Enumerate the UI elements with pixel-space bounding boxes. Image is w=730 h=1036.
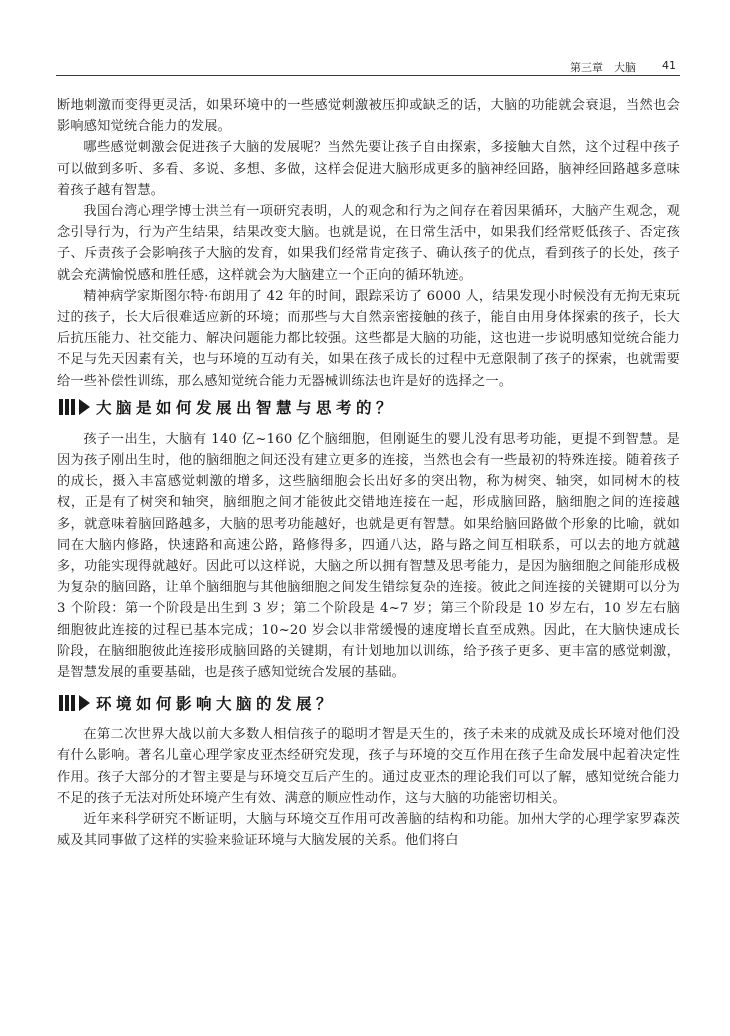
page-number: 41 [662,59,676,72]
heading-bars-icon [59,695,77,711]
section-heading-environment [57,689,680,716]
section-title: 大脑是如何发展出智慧与思考的？ [96,399,397,418]
page-header [0,50,730,76]
paragraph: 近年来科学研究不断证明，大脑与环境交互作用可改善脑的结构和功能。加州大学的心理学家罗森茨威及其同事做了这样的实验来验证环境与大脑发展的关系。他们将白 [57,812,680,849]
play-triangle-icon [79,399,90,415]
section-title: 环境如何影响大脑的发展？ [96,694,337,713]
section-heading-brain-wisdom [57,394,680,421]
heading-bars-icon [59,399,77,415]
running-title: 第三章 大脑 [570,61,636,74]
header-rule [56,75,680,76]
paragraph: 哪些感觉刺激会促进孩子大脑的发展呢？当然先要让孩子自由探索，多接触大自然，这个过程中孩子可以做到多听、多看、多说、多想、多做，这样会促进大脑形成更多的脑神经回路，脑神经回路越多意味着孩子越有智慧。 [57,140,680,198]
paragraph: 断地刺激而变得更灵活，如果环境中的一些感觉刺激被压抑或缺乏的话，大脑的功能就会衰退，当然也会影响感知觉统合能力的发展。 [57,98,680,135]
paragraph: 孩子一出生，大脑有 140 亿~160 亿个脑细胞，但刚诞生的婴儿没有思考功能，更提不到智慧。是因为孩子刚出生时，他的脑细胞之间还没有建立更多的连接，当然也会有一些最初的特殊连接。随着孩子的成长，摄入丰富感觉刺激的增多，这些脑细胞会长出好多的突出物，称为树突、轴突，如同树木的枝杈，正是有了树突和轴突，脑细胞之间才能彼此交错地连接在一起，形成脑回路，脑细胞之间的连接越多，就意味着脑回路越多，大脑的思考功能越好，也就是更有智慧。如果给脑回路做个形象的比喻，就如同在大脑内修路，快速路和高速公路，路修得多，四通八达，路与路之间互相联系，可以去的地方就越多，功能实现得就越好。因此可以这样说，大脑之所以拥有智慧及思考能力，是因为脑细胞之间能形成极为复杂的脑回路，让单个脑细胞与其他脑细胞之间发生错综复杂的连接。彼此之间连接的关键期可以分为 3 个阶段：第一个阶段是出生到 3 岁；第二个阶段是 4~7 岁；第三个阶段是 10 岁左右，10 岁左右脑细胞彼此连接的过程已基本完成；10~20 岁会以非常缓慢的速度增长直至成熟。因此，在大脑快速成长阶段，在脑细胞彼此连接形成脑回路的关键期，有计划地加以训练，给予孩子更多、更丰富的感觉刺激，是智慧发展的重要基础，也是孩子感知觉统合发展的基础。 [57,431,680,681]
paragraph: 精神病学家斯图尔特·布朗用了 42 年的时间，跟踪采访了 6000 人，结果发现小时候没有无拘无束玩过的孩子，长大后很难适应新的环境；而那些与大自然亲密接触的孩子，能自由用身体探索的孩子，长大后抗压能力、社交能力、解决问题能力都比较强。这些都是大脑的功能，这也进一步说明感知觉统合能力不足与先天因素有关，也与环境的互动有关，如果在孩子成长的过程中无意限制了孩子的探索，也就需要给一些补偿性训练，那么感知觉统合能力无器械训练法也许是好的选择之一。 [57,288,680,389]
paragraph: 我国台湾心理学博士洪兰有一项研究表明，人的观念和行为之间存在着因果循环，大脑产生观念，观念引导行为，行为产生结果，结果改变大脑。也就是说，在日常生活中，如果我们经常贬低孩子、否定孩子、斥责孩子会影响孩子大脑的发育，如果我们经常肯定孩子、确认孩子的优点，看到孩子的长处，孩子就会充满愉悦感和胜任感，这样就会为大脑建立一个正向的循环轨迹。 [57,204,680,283]
play-triangle-icon [79,695,90,711]
page-body [57,95,680,852]
paragraph: 在第二次世界大战以前大多数人相信孩子的聪明才智是天生的，孩子未来的成就及成长环境对他们没有什么影响。著名儿童心理学家皮亚杰经研究发现，孩子与环境的交互作用在孩子生命发展中起着决定性作用。孩子大部分的才智主要是与环境交互后产生的。通过皮亚杰的理论我们可以了解，感知觉统合能力不足的孩子无法对所处环境产生有效、满意的顺应性动作，这与大脑的功能密切相关。 [57,727,680,806]
